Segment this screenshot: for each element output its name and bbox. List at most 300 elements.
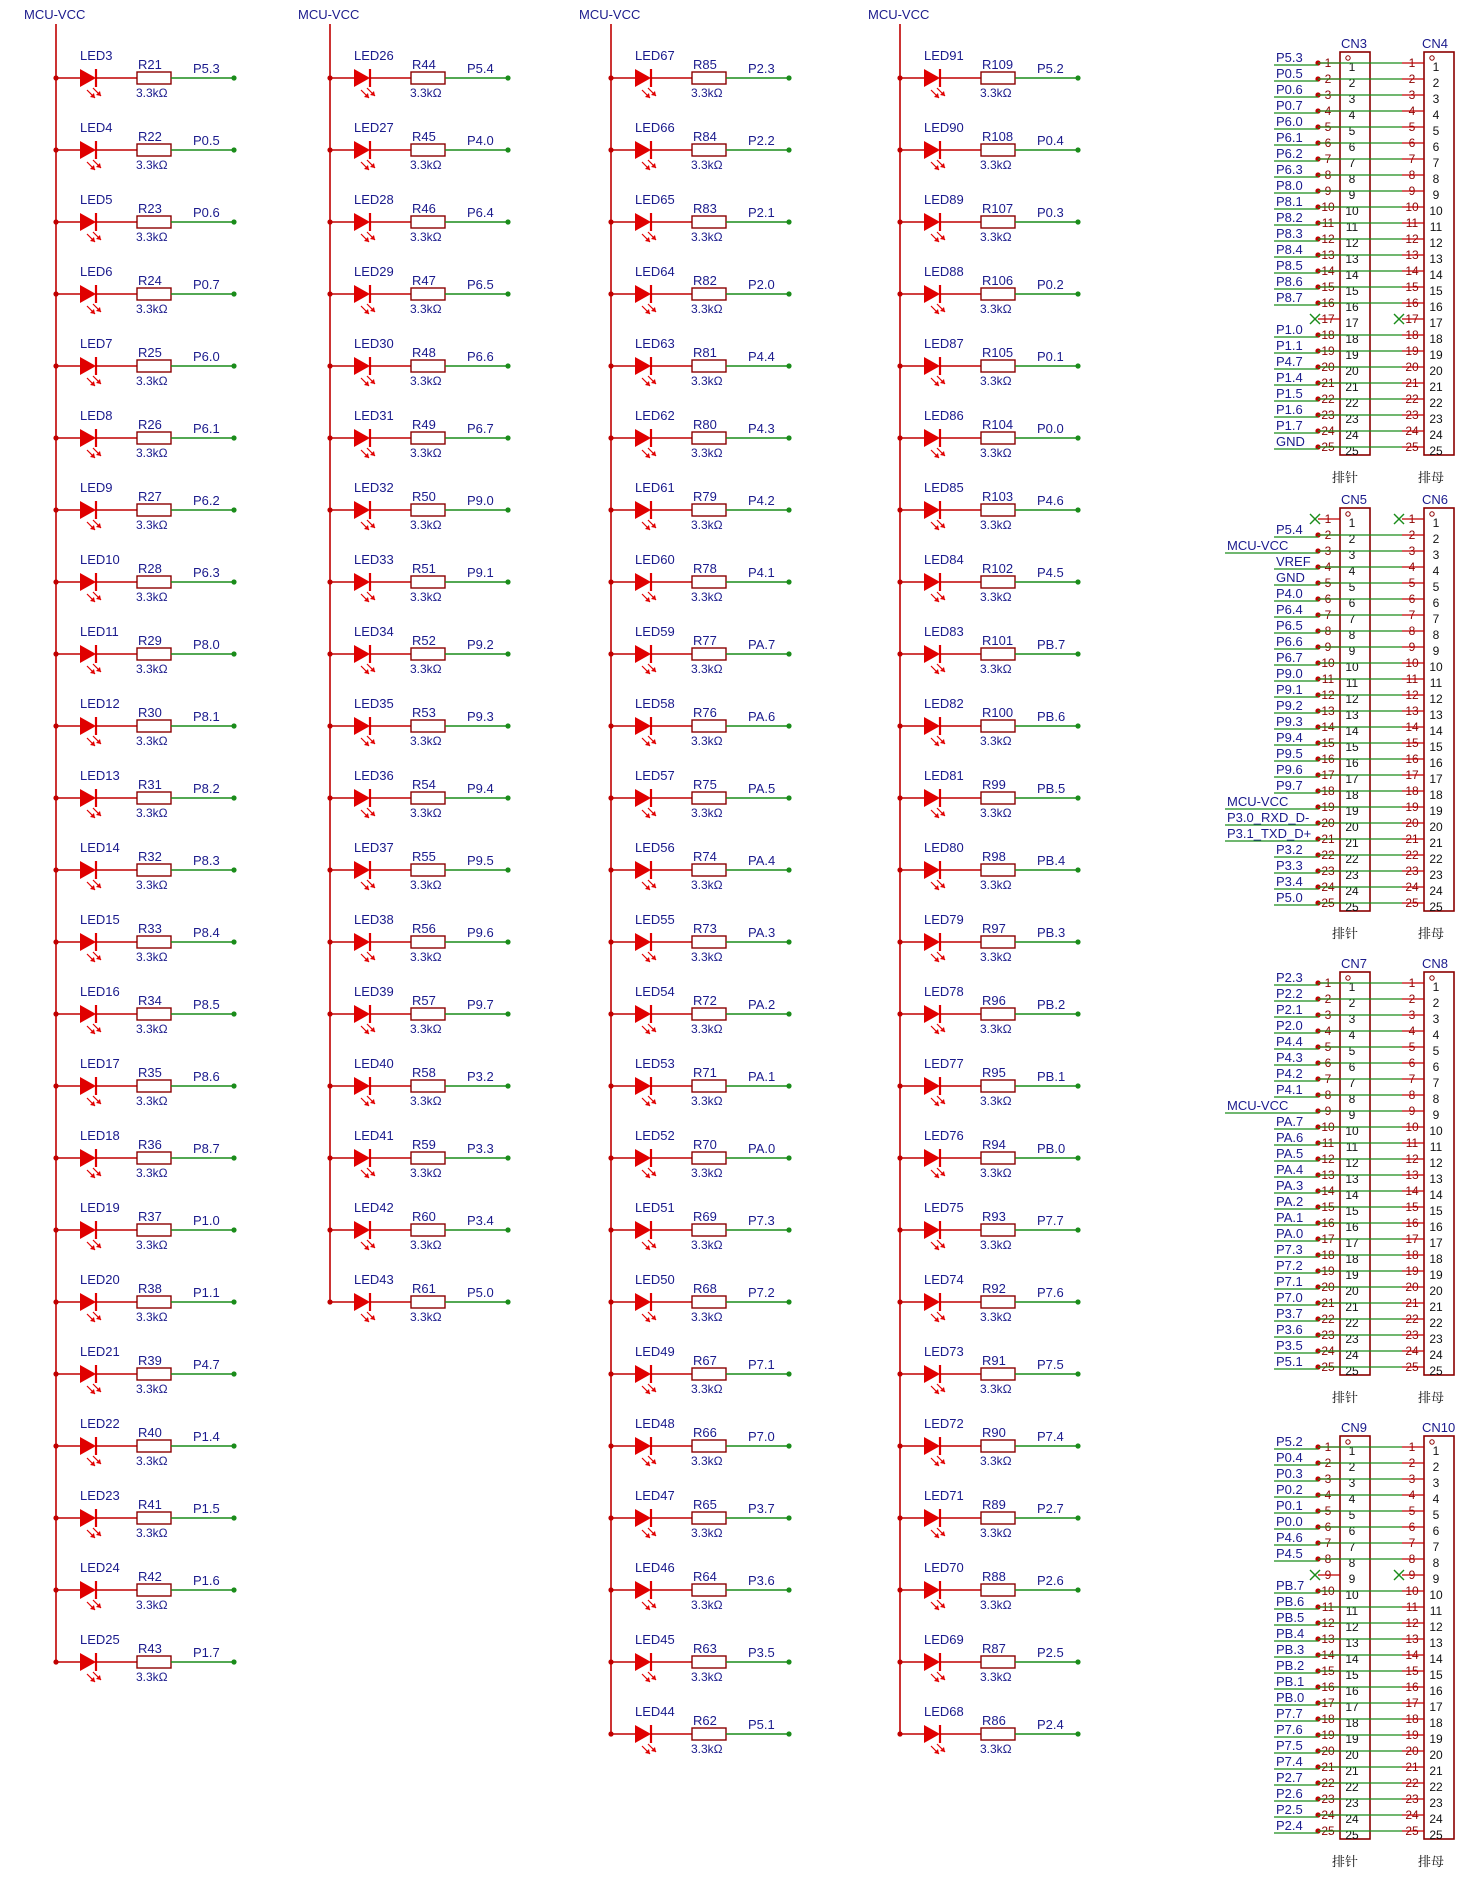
pin-number: 24 (1321, 1808, 1335, 1822)
net-end-dot (1075, 1731, 1080, 1736)
connector-group (1225, 956, 1454, 1405)
pin-number: 11 (1321, 672, 1335, 686)
pin-number: 13 (1405, 1632, 1419, 1646)
pin-number: 23 (1321, 864, 1335, 878)
pin-number: 5 (1324, 576, 1332, 590)
pin-number: 2 (1408, 1456, 1416, 1470)
resistor-value-label: 3.3kΩ (410, 590, 442, 604)
resistor-value-label: 3.3kΩ (410, 518, 442, 532)
pin-number: 3 (1408, 1008, 1416, 1022)
net-label: PA.3 (748, 925, 776, 940)
resistor-value-label: 3.3kΩ (980, 806, 1012, 820)
led-row (327, 480, 510, 532)
led-row (897, 192, 1080, 244)
net-end-dot (231, 1011, 236, 1016)
connector-net-label: P8.3 (1276, 226, 1303, 241)
pin-number: 7 (1348, 1540, 1356, 1554)
pin-number: 24 (1321, 880, 1335, 894)
pin-number: 3 (1324, 544, 1332, 558)
led-symbol (80, 1005, 96, 1023)
net-label: P2.4 (1037, 1717, 1064, 1732)
pin-number: 6 (1324, 592, 1332, 606)
header-caption-label: 排针 (1332, 1854, 1359, 1869)
connector-net-label: P7.7 (1276, 1706, 1303, 1721)
led-symbol (924, 69, 940, 87)
led-ref-label: LED74 (924, 1272, 964, 1287)
net-label: P8.1 (193, 709, 220, 724)
pin-number: 9 (1432, 1108, 1440, 1122)
resistor-body (137, 504, 171, 516)
led-ref-label: LED6 (80, 264, 113, 279)
resistor-ref-label: R82 (693, 273, 717, 288)
pin-number: 23 (1345, 1796, 1359, 1810)
led-ref-label: LED30 (354, 336, 394, 351)
pin-number: 20 (1429, 820, 1443, 834)
pin-number: 16 (1429, 1220, 1443, 1234)
led-row (608, 336, 791, 388)
pin-number: 1 (1348, 1444, 1356, 1458)
resistor-ref-label: R47 (412, 273, 436, 288)
net-end-dot (231, 1083, 236, 1088)
pin-number: 22 (1345, 396, 1359, 410)
net-end-dot (786, 1227, 791, 1232)
resistor-body (692, 1080, 726, 1092)
connector-socket-ref: CN8 (1422, 956, 1449, 971)
resistor-body (692, 1296, 726, 1308)
pin-number: 24 (1345, 428, 1359, 442)
led-row (53, 1056, 236, 1108)
net-label: P7.5 (1037, 1357, 1064, 1372)
pin-number: 5 (1432, 580, 1440, 594)
resistor-value-label: 3.3kΩ (980, 1382, 1012, 1396)
resistor-ref-label: R106 (982, 273, 1014, 288)
led-ref-label: LED86 (924, 408, 964, 423)
net-end-dot (231, 1227, 236, 1232)
pin-number: 10 (1405, 200, 1419, 214)
pin-number: 25 (1429, 1364, 1443, 1378)
resistor-body (411, 1008, 445, 1020)
pin-number: 3 (1408, 88, 1416, 102)
pin-number: 22 (1345, 852, 1359, 866)
resistor-ref-label: R58 (412, 1065, 436, 1080)
pin-number: 15 (1321, 1200, 1335, 1214)
net-label: P0.0 (1037, 421, 1064, 436)
connector-socket-ref: CN4 (1422, 36, 1449, 51)
led-ref-label: LED31 (354, 408, 394, 423)
net-end-dot (505, 795, 510, 800)
resistor-value-label: 3.3kΩ (691, 446, 723, 460)
resistor-value-label: 3.3kΩ (136, 1382, 168, 1396)
resistor-body (692, 576, 726, 588)
led-ref-label: LED12 (80, 696, 120, 711)
resistor-body (411, 216, 445, 228)
net-label: P5.4 (467, 61, 494, 76)
net-label: P4.4 (748, 349, 775, 364)
led-ref-label: LED69 (924, 1632, 964, 1647)
net-label: P9.2 (467, 637, 494, 652)
pin-number: 7 (1408, 152, 1416, 166)
resistor-value-label: 3.3kΩ (691, 1382, 723, 1396)
pin-number: 21 (1345, 380, 1359, 394)
resistor-ref-label: R70 (693, 1137, 717, 1152)
resistor-ref-label: R29 (138, 633, 162, 648)
net-end-dot (231, 435, 236, 440)
led-symbol (924, 861, 940, 879)
led-row (53, 408, 236, 460)
pin-number: 2 (1348, 76, 1356, 90)
pin-number: 8 (1324, 1552, 1332, 1566)
pin-number: 16 (1429, 756, 1443, 770)
led-row (608, 1200, 791, 1252)
resistor-body (411, 576, 445, 588)
resistor-body (981, 864, 1015, 876)
connector-net-label: P8.7 (1276, 290, 1303, 305)
led-symbol (354, 1221, 370, 1239)
pin-number: 7 (1324, 152, 1332, 166)
resistor-ref-label: R99 (982, 777, 1006, 792)
led-row (53, 912, 236, 964)
connector-net-label: P3.6 (1276, 1322, 1303, 1337)
pin-number: 22 (1345, 1316, 1359, 1330)
led-ref-label: LED55 (635, 912, 675, 927)
resistor-ref-label: R27 (138, 489, 162, 504)
pin-number: 21 (1321, 1296, 1335, 1310)
pin-number: 4 (1408, 560, 1416, 574)
led-symbol (635, 1149, 651, 1167)
net-label: PA.6 (748, 709, 776, 724)
resistor-value-label: 3.3kΩ (136, 1094, 168, 1108)
net-label: P9.1 (467, 565, 494, 580)
pin-number: 12 (1321, 1616, 1335, 1630)
led-row (608, 696, 791, 748)
pin-number: 25 (1405, 1824, 1419, 1838)
pin-number: 19 (1405, 1728, 1419, 1742)
resistor-ref-label: R105 (982, 345, 1014, 360)
net-label: PB.2 (1037, 997, 1066, 1012)
connector-net-label: P6.3 (1276, 162, 1303, 177)
pin-number: 20 (1345, 364, 1359, 378)
net-end-dot (1075, 219, 1080, 224)
pin-number: 19 (1405, 800, 1419, 814)
led-symbol (354, 141, 370, 159)
connector-net-label: P0.1 (1276, 1498, 1303, 1513)
pin-number: 15 (1321, 736, 1335, 750)
resistor-ref-label: R104 (982, 417, 1014, 432)
resistor-value-label: 3.3kΩ (410, 878, 442, 892)
resistor-value-label: 3.3kΩ (691, 1094, 723, 1108)
connector-net-label: P8.4 (1276, 242, 1303, 257)
connector-net-label: PB.3 (1276, 1642, 1305, 1657)
pin-number: 22 (1429, 396, 1443, 410)
net-end-dot (786, 75, 791, 80)
led-symbol (924, 717, 940, 735)
led-row (608, 912, 791, 964)
resistor-ref-label: R56 (412, 921, 436, 936)
resistor-value-label: 3.3kΩ (691, 1526, 723, 1540)
net-label: P6.6 (467, 349, 494, 364)
pin-number: 17 (1345, 772, 1359, 786)
resistor-value-label: 3.3kΩ (980, 1310, 1012, 1324)
pin-number: 8 (1408, 168, 1416, 182)
pin-number: 21 (1321, 1760, 1335, 1774)
connector-net-label: PB.7 (1276, 1578, 1305, 1593)
pin-number: 10 (1345, 660, 1359, 674)
resistor-body (981, 1728, 1015, 1740)
pin-number: 20 (1321, 1280, 1335, 1294)
net-end-dot (505, 147, 510, 152)
net-end-dot (1075, 291, 1080, 296)
resistor-ref-label: R79 (693, 489, 717, 504)
pin-number: 5 (1348, 1508, 1356, 1522)
resistor-ref-label: R53 (412, 705, 436, 720)
net-label: P7.0 (748, 1429, 775, 1444)
socket-caption-label: 排母 (1418, 926, 1445, 941)
pin-number: 24 (1429, 1348, 1443, 1362)
net-label: P0.4 (1037, 133, 1064, 148)
connector-net-label: P8.0 (1276, 178, 1303, 193)
resistor-value-label: 3.3kΩ (980, 518, 1012, 532)
pin-number: 21 (1345, 1300, 1359, 1314)
resistor-value-label: 3.3kΩ (136, 1310, 168, 1324)
net-end-dot (505, 579, 510, 584)
led-ref-label: LED39 (354, 984, 394, 999)
led-row (53, 192, 236, 244)
resistor-ref-label: R85 (693, 57, 717, 72)
pin-number: 19 (1321, 800, 1335, 814)
net-end-dot (505, 1011, 510, 1016)
net-label: P2.0 (748, 277, 775, 292)
pin-number: 25 (1345, 1364, 1359, 1378)
led-ref-label: LED33 (354, 552, 394, 567)
pin-number: 22 (1345, 1780, 1359, 1794)
pin-number: 17 (1429, 1236, 1443, 1250)
net-label: P1.4 (193, 1429, 220, 1444)
pin-number: 25 (1321, 440, 1335, 454)
pin-number: 23 (1345, 1332, 1359, 1346)
pin-number: 22 (1321, 848, 1335, 862)
led-symbol (924, 285, 940, 303)
resistor-body (137, 576, 171, 588)
pin-number: 9 (1324, 1568, 1332, 1582)
led-row (897, 1416, 1080, 1468)
pin-number: 11 (1429, 1140, 1443, 1154)
led-symbol (354, 69, 370, 87)
net-end-dot (231, 147, 236, 152)
resistor-body (692, 432, 726, 444)
resistor-body (981, 1224, 1015, 1236)
pin-number: 12 (1405, 1152, 1419, 1166)
connector-net-label: P6.2 (1276, 146, 1303, 161)
connector-net-label: P0.0 (1276, 1514, 1303, 1529)
pin-number: 3 (1324, 1008, 1332, 1022)
connector-pin (1225, 538, 1440, 562)
pin-number: 1 (1348, 516, 1356, 530)
pin-number: 6 (1432, 1524, 1440, 1538)
pin-number: 14 (1405, 1184, 1419, 1198)
pin-number: 19 (1321, 344, 1335, 358)
led-ref-label: LED17 (80, 1056, 120, 1071)
net-end-dot (505, 1083, 510, 1088)
pin-number: 16 (1321, 752, 1335, 766)
pin-number: 25 (1345, 900, 1359, 914)
net-end-dot (505, 435, 510, 440)
resistor-ref-label: R103 (982, 489, 1014, 504)
pin-number: 24 (1429, 884, 1443, 898)
led-symbol (924, 933, 940, 951)
resistor-ref-label: R39 (138, 1353, 162, 1368)
resistor-body (411, 1296, 445, 1308)
resistor-body (692, 288, 726, 300)
net-end-dot (231, 867, 236, 872)
resistor-ref-label: R69 (693, 1209, 717, 1224)
net-end-dot (1075, 363, 1080, 368)
pin-number: 3 (1432, 548, 1440, 562)
pin-number: 3 (1348, 548, 1356, 562)
pin-number: 17 (1321, 312, 1335, 326)
resistor-value-label: 3.3kΩ (136, 806, 168, 820)
pin-number: 9 (1408, 1104, 1416, 1118)
pin-number: 13 (1429, 1636, 1443, 1650)
pin-number: 9 (1348, 1572, 1356, 1586)
connector-net-label: P1.7 (1276, 418, 1303, 433)
resistor-ref-label: R46 (412, 201, 436, 216)
resistor-body (981, 1152, 1015, 1164)
resistor-ref-label: R80 (693, 417, 717, 432)
led-symbol (354, 213, 370, 231)
led-ref-label: LED14 (80, 840, 120, 855)
pin-number: 15 (1345, 740, 1359, 754)
led-ref-label: LED51 (635, 1200, 675, 1215)
net-end-dot (231, 1371, 236, 1376)
net-end-dot (231, 363, 236, 368)
pin-number: 2 (1432, 76, 1440, 90)
led-row (608, 624, 791, 676)
resistor-value-label: 3.3kΩ (136, 1598, 168, 1612)
resistor-ref-label: R51 (412, 561, 436, 576)
net-end-dot (505, 291, 510, 296)
led-symbol (80, 213, 96, 231)
led-symbol (924, 1149, 940, 1167)
pin-number: 21 (1429, 1764, 1443, 1778)
net-end-dot (505, 507, 510, 512)
pin-number: 20 (1345, 1748, 1359, 1762)
led-symbol (354, 645, 370, 663)
led-symbol (354, 1077, 370, 1095)
resistor-ref-label: R65 (693, 1497, 717, 1512)
connector-net-label: P7.4 (1276, 1754, 1303, 1769)
net-label: P0.6 (193, 205, 220, 220)
resistor-ref-label: R93 (982, 1209, 1006, 1224)
led-row (897, 480, 1080, 532)
led-ref-label: LED77 (924, 1056, 964, 1071)
pin-number: 21 (1405, 832, 1419, 846)
resistor-value-label: 3.3kΩ (410, 1022, 442, 1036)
resistor-body (137, 1656, 171, 1668)
pin-number: 17 (1345, 1700, 1359, 1714)
pin-number: 2 (1408, 72, 1416, 86)
net-end-dot (786, 291, 791, 296)
pin-number: 14 (1405, 720, 1419, 734)
pin-number: 7 (1348, 156, 1356, 170)
connector-net-label: P5.2 (1276, 1434, 1303, 1449)
pin-number: 15 (1321, 1664, 1335, 1678)
connector-net-label: P2.6 (1276, 1786, 1303, 1801)
net-end-dot (786, 795, 791, 800)
led-row (897, 1344, 1080, 1396)
pin-number: 18 (1405, 328, 1419, 342)
connector-net-label: P3.2 (1276, 842, 1303, 857)
led-symbol (635, 1437, 651, 1455)
led-symbol (924, 1653, 940, 1671)
resistor-value-label: 3.3kΩ (980, 1238, 1012, 1252)
resistor-value-label: 3.3kΩ (136, 1670, 168, 1684)
led-row (897, 48, 1080, 100)
resistor-body (981, 1368, 1015, 1380)
resistor-value-label: 3.3kΩ (410, 446, 442, 460)
resistor-body (981, 216, 1015, 228)
led-ref-label: LED15 (80, 912, 120, 927)
connector-net-label: P3.4 (1276, 874, 1303, 889)
net-label: P5.1 (748, 1717, 775, 1732)
net-label: P0.5 (193, 133, 220, 148)
net-end-dot (1075, 147, 1080, 152)
pin-number: 4 (1432, 108, 1440, 122)
resistor-value-label: 3.3kΩ (410, 1238, 442, 1252)
resistor-body (411, 144, 445, 156)
led-row (897, 768, 1080, 820)
resistor-ref-label: R25 (138, 345, 162, 360)
net-end-dot (505, 1227, 510, 1232)
led-row (897, 840, 1080, 892)
pin-number: 11 (1345, 1140, 1359, 1154)
led-symbol (924, 1437, 940, 1455)
resistor-ref-label: R61 (412, 1281, 436, 1296)
connector-net-label: P0.4 (1276, 1450, 1303, 1465)
net-end-dot (786, 1083, 791, 1088)
resistor-body (411, 504, 445, 516)
net-label: P1.7 (193, 1645, 220, 1660)
connector-net-label: P9.6 (1276, 762, 1303, 777)
led-row (327, 984, 510, 1036)
connector-net-label: GND (1276, 570, 1305, 585)
resistor-ref-label: R90 (982, 1425, 1006, 1440)
net-label: P0.7 (193, 277, 220, 292)
resistor-value-label: 3.3kΩ (410, 1166, 442, 1180)
led-row (608, 408, 791, 460)
resistor-value-label: 3.3kΩ (691, 158, 723, 172)
pin-number: 15 (1405, 1200, 1419, 1214)
pin-number: 3 (1324, 88, 1332, 102)
net-label: P1.0 (193, 1213, 220, 1228)
net-end-dot (786, 1299, 791, 1304)
net-end-dot (1075, 579, 1080, 584)
resistor-body (137, 1152, 171, 1164)
net-label: PA.7 (748, 637, 776, 652)
pin-number: 1 (1408, 1440, 1416, 1454)
connector-header-ref: CN7 (1341, 956, 1368, 971)
pin-number: 6 (1432, 1060, 1440, 1074)
led-ref-label: LED88 (924, 264, 964, 279)
resistor-value-label: 3.3kΩ (410, 806, 442, 820)
led-ref-label: LED47 (635, 1488, 675, 1503)
resistor-body (411, 720, 445, 732)
pin-number: 13 (1321, 1632, 1335, 1646)
pin-number: 6 (1432, 140, 1440, 154)
resistor-body (981, 72, 1015, 84)
led-row (608, 1128, 791, 1180)
connector-net-label: PA.5 (1276, 1146, 1304, 1161)
resistor-ref-label: R63 (693, 1641, 717, 1656)
